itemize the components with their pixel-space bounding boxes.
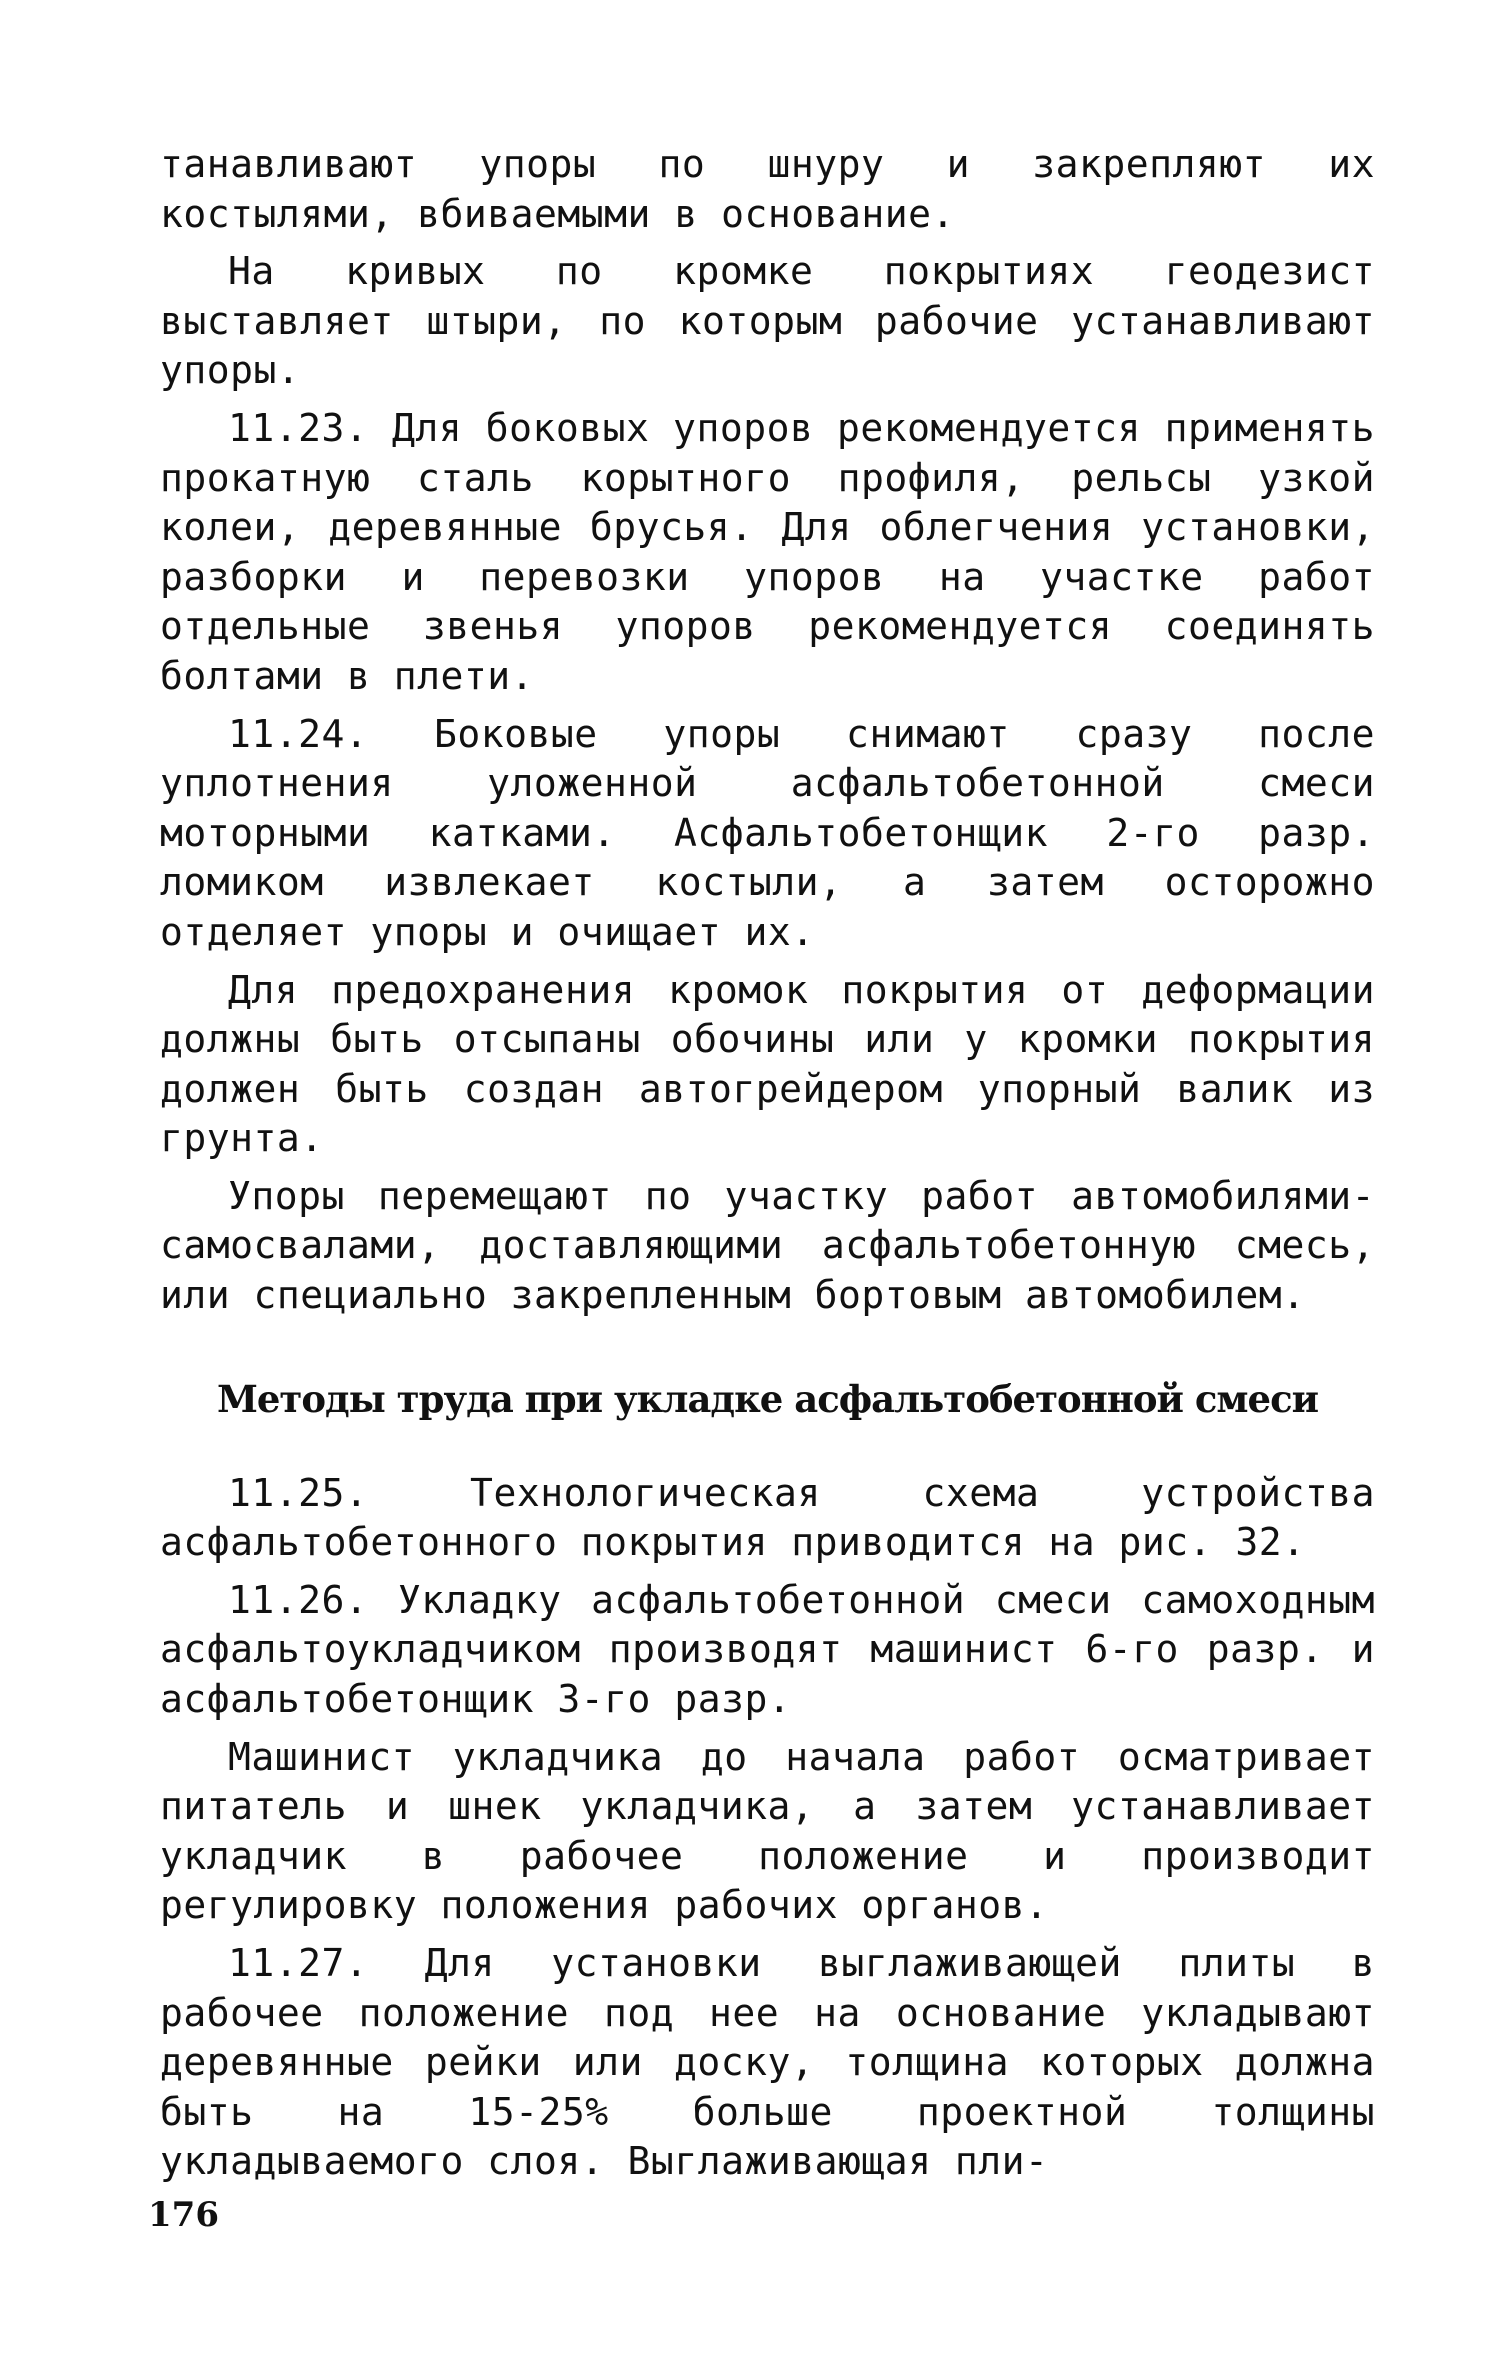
paragraph-machinist: Машинист укладчика до начала работ осматривает питатель и шнек укладчика, а затем устанавливает укладчик в рабочее положение и производит регулировку положения рабочих органов. [160, 1734, 1375, 1928]
paragraph-curves: На кривых по кромке покрытиях геодезист выставляет штыри, по которым рабочие устанавливают упоры. [160, 249, 1375, 393]
paragraph-11-25: 11.25. Технологическая схема устройства асфальтобетонного покрытия приводится на рис. 32. [160, 1470, 1375, 1565]
paragraph-11-24: 11.24. Боковые упоры снимают сразу после уплотнения уложенной асфальтобетонной смеси моторными катками. Асфальтобетонщик 2-го разр. ломиком извлекает костыли, а затем осторожно отделяет упоры и очищает их. [160, 711, 1375, 954]
page-number: 176 [148, 2195, 219, 2235]
paragraph-continuation: танавливают упоры по шнуру и закрепляют их костылями, вбиваемыми в основание. [160, 142, 1375, 236]
paragraph-11-27: 11.27. Для установки выглаживающей плиты в рабочее положение под нее на основание укладывают деревянные рейки или доску, толщина которых должна быть на 15-25% больше проектной толщины укладываемого слоя. Выглаживающая пли- [160, 1941, 1375, 2184]
section-title: Методы труда при укладке асфальтобетонной смеси [216, 1376, 1319, 1421]
page-body [160, 140, 1375, 2195]
paragraph-11-23: 11.23. Для боковых упоров рекомендуется применять прокатную сталь корытного профиля, рельсы узкой колеи, деревянные брусья. Для облегчения установки, разборки и перевозки упоров на участке работ отдельные звенья упоров рекомендуется соединять болтами в плети. [160, 405, 1375, 698]
paragraph-11-26: 11.26. Укладку асфальтобетонной смеси самоходным асфальтоукладчиком производят машинист 6-го разр. и асфальтобетонщик 3-го разр. [160, 1577, 1375, 1722]
paragraph-edge-protection: Для предохранения кромок покрытия от деформации должны быть отсыпаны обочины или у кромки покрытия должен быть создан автогрейдером упорный валик из грунта. [160, 967, 1375, 1161]
paragraph-transport: Упоры перемещают по участку работ автомобилями-самосвалами, доставляющими асфальтобетонную смесь, или специально закрепленным бортовым автомобилем. [160, 1173, 1375, 1318]
